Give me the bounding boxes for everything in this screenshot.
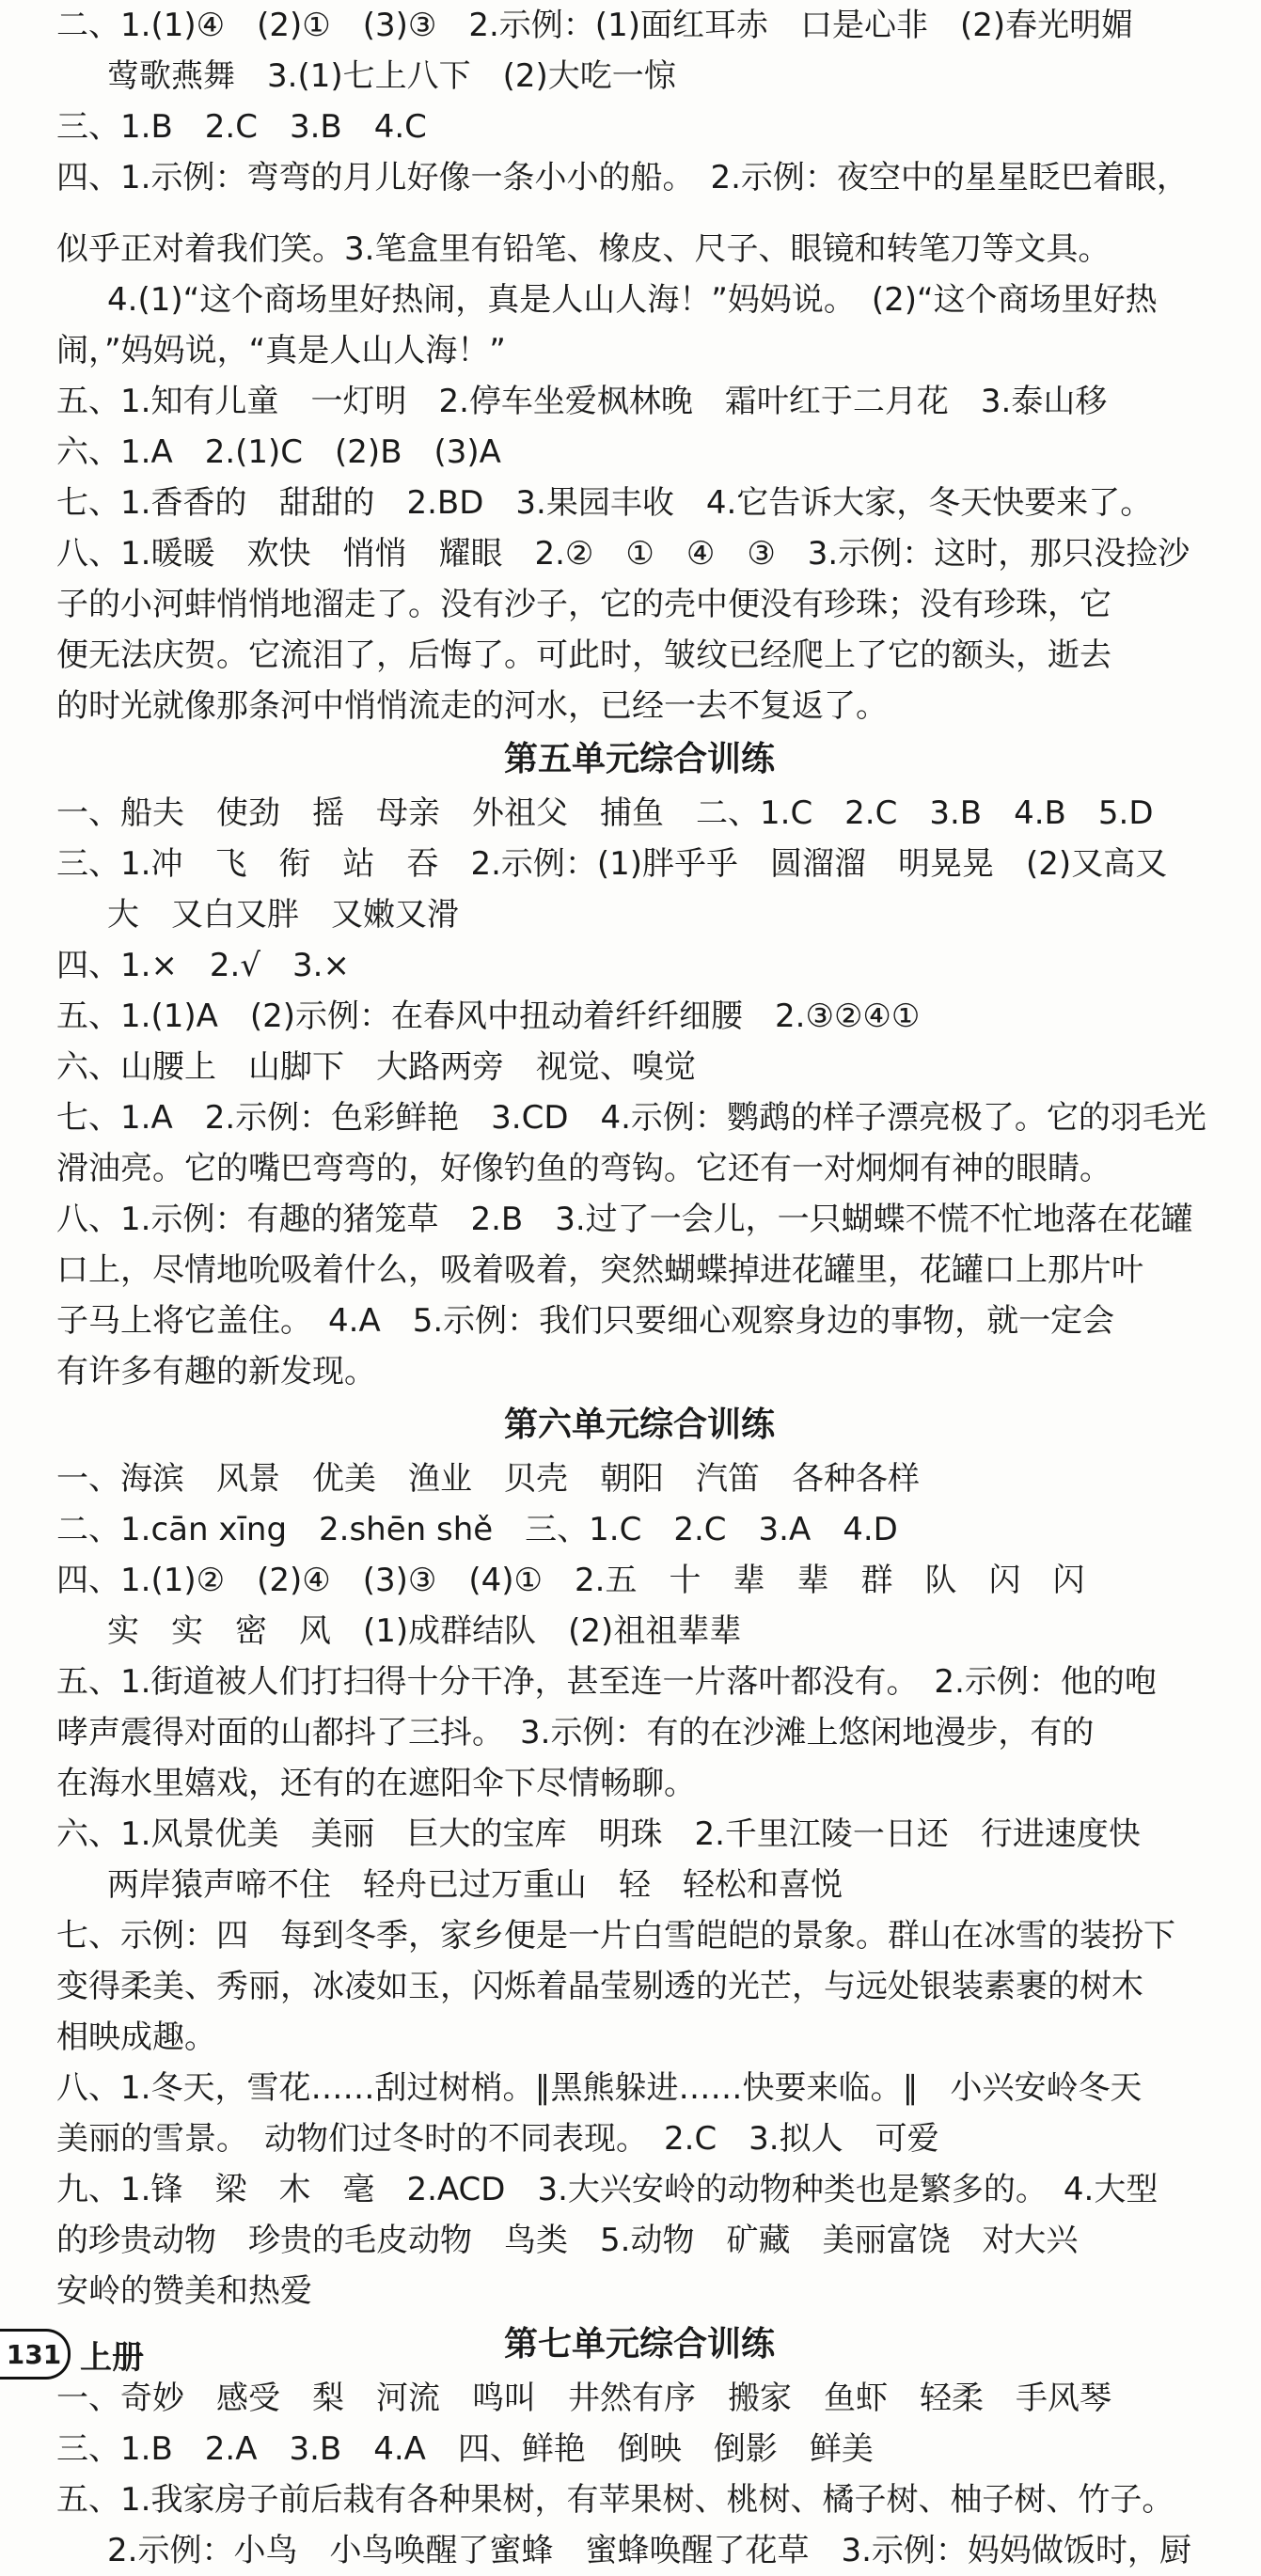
answer-line: 五、1.(1)A (2)示例：在春风中扭动着纤纤细腰 2.③②④① bbox=[56, 997, 921, 1035]
answer-line: 似乎正对着我们笑。3.笔盒里有铅笔、橡皮、尺子、眼镜和转笔刀等文具。 bbox=[56, 230, 1111, 268]
answer-line: 的时光就像那条河中悄悄流走的河水，已经一去不复返了。 bbox=[56, 687, 888, 725]
answer-line: 二、1.cān xīng 2.shēn shě 三、1.C 2.C 3.A 4.D bbox=[56, 1511, 898, 1548]
answer-line: 安岭的赞美和热爱 bbox=[56, 2272, 312, 2310]
answer-line: 闹，”妈妈说，“真是人山人海！” bbox=[56, 332, 506, 369]
answer-line: 四、1.示例：弯弯的月儿好像一条小小的船。 2.示例：夜空中的星星眨巴着眼， bbox=[56, 159, 1189, 196]
answer-line: 八、1.示例：有趣的猪笼草 2.B 3.过了一会儿，一只蝴蝶不慌不忙地落在花罐 bbox=[56, 1201, 1193, 1238]
answer-line: 相映成趣。 bbox=[56, 2018, 216, 2056]
answer-line: 六、1.A 2.(1)C (2)B (3)A bbox=[56, 433, 501, 471]
answer-line: 便无法庆贺。它流泪了，后悔了。可此时，皱纹已经爬上了它的额头，逝去 bbox=[56, 636, 1111, 674]
answer-line: 三、1.B 2.C 3.B 4.C bbox=[56, 108, 427, 146]
answer-line: 一、船夫 使劲 摇 母亲 外祖父 捕鱼 二、1.C 2.C 3.B 4.B 5.D bbox=[56, 794, 1154, 832]
answer-line: 4.(1)“这个商场里好热闹，真是人山人海！”妈妈说。 (2)“这个商场里好热 bbox=[107, 281, 1158, 319]
answer-line: 七、1.香香的 甜甜的 2.BD 3.果园丰收 4.它告诉大家，冬天快要来了。 bbox=[56, 484, 1153, 522]
answer-line: 七、1.A 2.示例：色彩鲜艳 3.CD 4.示例：鹦鹉的样子漂亮极了。它的羽毛光 bbox=[56, 1099, 1206, 1137]
answer-line: 子的小河蚌悄悄地溜走了。没有沙子，它的壳中便没有珍珠；没有珍珠，它 bbox=[56, 586, 1111, 623]
answer-line: 一、海滨 风景 优美 渔业 贝壳 朝阳 汽笛 各种各样 bbox=[56, 1460, 920, 1498]
answer-line: 九、1.锋 梁 木 毫 2.ACD 3.大兴安岭的动物种类也是繁多的。 4.大型 bbox=[56, 2171, 1159, 2208]
answer-line: 六、山腰上 山脚下 大路两旁 视觉、嗅觉 bbox=[56, 1048, 696, 1086]
answer-line: 的珍贵动物 珍贵的毛皮动物 鸟类 5.动物 矿藏 美丽富饶 对大兴 bbox=[56, 2222, 1079, 2259]
answer-line: 四、1.× 2.√ 3.× bbox=[56, 947, 350, 984]
answer-line: 有许多有趣的新发现。 bbox=[56, 1353, 376, 1390]
answer-line: 大 又白又胖 又嫩又滑 bbox=[107, 896, 459, 934]
answer-line: 五、1.知有儿童 一灯明 2.停车坐爱枫林晚 霜叶红于二月花 3.泰山移 bbox=[56, 383, 1108, 420]
volume-label: 上册 bbox=[80, 2338, 144, 2377]
answer-line: 二、1.(1)④ (2)① (3)③ 2.示例：(1)面红耳赤 口是心非 (2)春光明媚 bbox=[56, 7, 1134, 44]
answer-line: 2.示例：小鸟 小鸟唤醒了蜜蜂 蜜蜂唤醒了花草 3.示例：妈妈做饭时，厨 bbox=[107, 2532, 1191, 2569]
answer-line: 五、1.街道被人们打扫得十分干净，甚至连一片落叶都没有。 2.示例：他的咆 bbox=[56, 1663, 1157, 1701]
answer-line: 子马上将它盖住。 4.A 5.示例：我们只要细心观察身边的事物，就一定会 bbox=[56, 1302, 1115, 1340]
page-number: 131 bbox=[0, 2329, 71, 2380]
answer-line: 两岸猿声啼不住 轻舟已过万重山 轻 轻松和喜悦 bbox=[107, 1866, 843, 1904]
answer-line: 莺歌燕舞 3.(1)七上八下 (2)大吃一惊 bbox=[107, 57, 676, 95]
answer-line: 美丽的雪景。 动物们过冬时的不同表现。 2.C 3.拟人 可爱 bbox=[56, 2120, 939, 2158]
answer-line: 六、1.风景优美 美丽 巨大的宝库 明珠 2.千里江陵一日还 行进速度快 bbox=[56, 1815, 1141, 1853]
answer-line: 在海水里嬉戏，还有的在遮阳伞下尽情畅聊。 bbox=[56, 1765, 696, 1802]
section-heading: 第七单元综合训练 bbox=[503, 2325, 775, 2364]
answer-line: 四、1.(1)② (2)④ (3)③ (4)① 2.五 十 辈 辈 群 队 闪 闪 bbox=[56, 1562, 1085, 1599]
answer-content bbox=[56, 0, 1222, 2576]
answer-line: 哮声震得对面的山都抖了三抖。 3.示例：有的在沙滩上悠闲地漫步，有的 bbox=[56, 1714, 1095, 1751]
answer-line: 五、1.我家房子前后栽有各种果树，有苹果树、桃树、橘子树、柚子树、竹子。 bbox=[56, 2481, 1174, 2519]
answer-line: 八、1.暖暖 欢快 悄悄 耀眼 2.② ① ④ ③ 3.示例：这时，那只没捡沙 bbox=[56, 535, 1190, 573]
answer-line: 三、1.冲 飞 衔 站 吞 2.示例：(1)胖乎乎 圆溜溜 明晃晃 (2)又高又 bbox=[56, 845, 1168, 883]
section-heading: 第六单元综合训练 bbox=[503, 1406, 775, 1444]
answer-line: 八、1.冬天，雪花……刮过树梢。∥黑熊躲进……快要来临。∥ 小兴安岭冬天 bbox=[56, 2069, 1143, 2107]
answer-line: 实 实 密 风 (1)成群结队 (2)祖祖辈辈 bbox=[107, 1612, 742, 1650]
answer-line: 三、1.B 2.A 3.B 4.A 四、鲜艳 倒映 倒影 鲜美 bbox=[56, 2430, 874, 2468]
section-heading: 第五单元综合训练 bbox=[503, 740, 775, 778]
answer-line: 七、示例：四 每到冬季，家乡便是一片白雪皑皑的景象。群山在冰雪的装扮下 bbox=[56, 1917, 1175, 1955]
answer-line: 变得柔美、秀丽，冰凌如玉，闪烁着晶莹剔透的光芒，与远处银装素裹的树木 bbox=[56, 1968, 1143, 2005]
answer-line: 口上，尽情地吮吸着什么，吸着吸着，突然蝴蝶掉进花罐里，花罐口上那片叶 bbox=[56, 1251, 1143, 1289]
page-footer bbox=[0, 2328, 144, 2380]
answer-line: 一、奇妙 感受 梨 河流 鸣叫 井然有序 搬家 鱼虾 轻柔 手风琴 bbox=[56, 2380, 1111, 2417]
answer-line: 滑油亮。它的嘴巴弯弯的，好像钓鱼的弯钩。它还有一对炯炯有神的眼睛。 bbox=[56, 1150, 1111, 1187]
